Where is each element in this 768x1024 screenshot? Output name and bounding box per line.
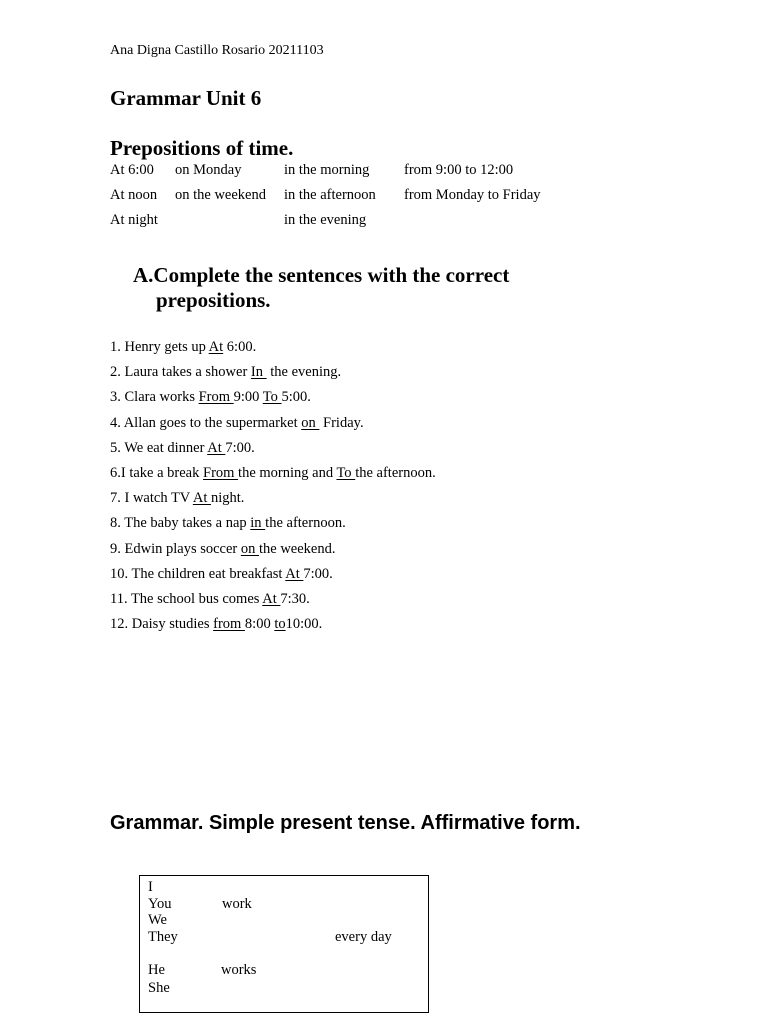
pronoun-we: We (148, 912, 167, 928)
exercise-text: 7:30. (280, 590, 310, 607)
exercise-text: 1. Henry gets up (110, 339, 209, 355)
pronoun-they: They (148, 929, 178, 945)
exercise-text: 7. I watch TV (110, 490, 193, 507)
exercise-item (110, 439, 436, 464)
exercise-text: 5. We eat dinner (110, 439, 208, 456)
exercise-answer: In (250, 364, 267, 381)
prepositions-cell: from 9:00 to 12:00 (404, 162, 514, 178)
exercise-text: 10. The children eat breakfast (110, 565, 286, 582)
exercise-item (110, 615, 436, 640)
exercise-answer: on (240, 540, 259, 557)
section-title: Prepositions of time. (110, 136, 294, 160)
exercise-text: 7:00. (303, 565, 333, 582)
exercise-answer: To (336, 464, 356, 481)
exercise-text: the afternoon. (355, 464, 436, 481)
exercise-answer: in (250, 515, 266, 532)
author-line: Ana Digna Castillo Rosario 20211103 (110, 43, 324, 58)
exercise-text: 12. Daisy studies (110, 616, 214, 633)
exercise-answer: At (208, 339, 224, 355)
exercise-text: the morning and (238, 464, 337, 481)
exercise-text: 9. Edwin plays soccer (110, 540, 241, 557)
prepositions-cell: in the morning (284, 162, 370, 178)
exercise-text: the evening. (266, 364, 342, 381)
prepositions-cell: on Monday (175, 162, 242, 178)
exercise-a-heading (133, 263, 693, 313)
exercise-item (110, 489, 436, 514)
exercise-text: 7:00. (225, 439, 255, 456)
prepositions-cell: At 6:00 (110, 162, 154, 178)
exercise-item (110, 514, 436, 539)
exercise-text: 10:00. (285, 616, 323, 633)
exercise-item (110, 590, 436, 615)
exercise-item (110, 414, 436, 439)
exercise-text: the weekend. (259, 540, 336, 557)
exercise-text: Friday. (319, 414, 364, 431)
exercise-answer: on (301, 414, 320, 431)
exercise-list (110, 338, 436, 640)
exercise-answer: At (262, 590, 281, 607)
exercise-answer: from (213, 616, 245, 633)
exercise-item (110, 464, 436, 489)
exercise-item (110, 338, 436, 363)
exercise-item (110, 363, 436, 388)
exercise-answer: At (207, 439, 226, 456)
pronoun-he: He (148, 962, 165, 978)
exercise-item (110, 540, 436, 565)
exercise-text: the afternoon. (265, 515, 346, 532)
exercise-text: night. (210, 490, 245, 507)
prepositions-cell: from Monday to Friday (404, 187, 541, 203)
exercise-text: 4. Allan goes to the supermarket (110, 414, 302, 431)
exercise-text: 3. Clara works (110, 389, 199, 406)
simple-present-heading: Grammar. Simple present tense. Affirmative form. (110, 812, 581, 834)
verb-works: works (221, 962, 257, 978)
conjugation-box (139, 875, 429, 1013)
exercise-text: 8. The baby takes a nap (110, 515, 251, 532)
pronoun-she: She (148, 980, 170, 996)
prepositions-cell: in the evening (284, 212, 367, 228)
exercise-answer: At (192, 490, 211, 507)
exercise-answer: From (203, 464, 239, 481)
unit-title: Grammar Unit 6 (110, 86, 262, 110)
exercise-a-heading-line: A.Complete the sentences with the correct (133, 263, 510, 287)
exercise-text: 2. Laura takes a shower (110, 364, 251, 381)
time-expression: every day (335, 929, 392, 945)
exercise-answer: To (262, 389, 282, 406)
exercise-item (110, 388, 436, 413)
prepositions-cell: At night (110, 212, 158, 228)
exercise-answer: From (198, 389, 234, 406)
exercise-text: 5:00. (281, 389, 311, 406)
prepositions-cell: At noon (110, 187, 158, 203)
prepositions-cell: in the afternoon (284, 187, 376, 203)
exercise-text: 11. The school bus comes (110, 590, 263, 607)
exercise-text: 8:00 (244, 616, 275, 633)
pronoun-you: You (148, 896, 172, 912)
verb-work: work (222, 896, 252, 912)
exercise-text: 6:00. (223, 339, 257, 355)
exercise-a-heading-line: prepositions. (156, 288, 271, 312)
exercise-text: 9:00 (233, 389, 263, 406)
exercise-answer: to (274, 616, 286, 633)
exercise-text: 6.I take a break (110, 464, 203, 481)
exercise-item (110, 565, 436, 590)
prepositions-cell: on the weekend (175, 187, 266, 203)
exercise-answer: At (285, 565, 304, 582)
pronoun-i: I (148, 879, 153, 895)
